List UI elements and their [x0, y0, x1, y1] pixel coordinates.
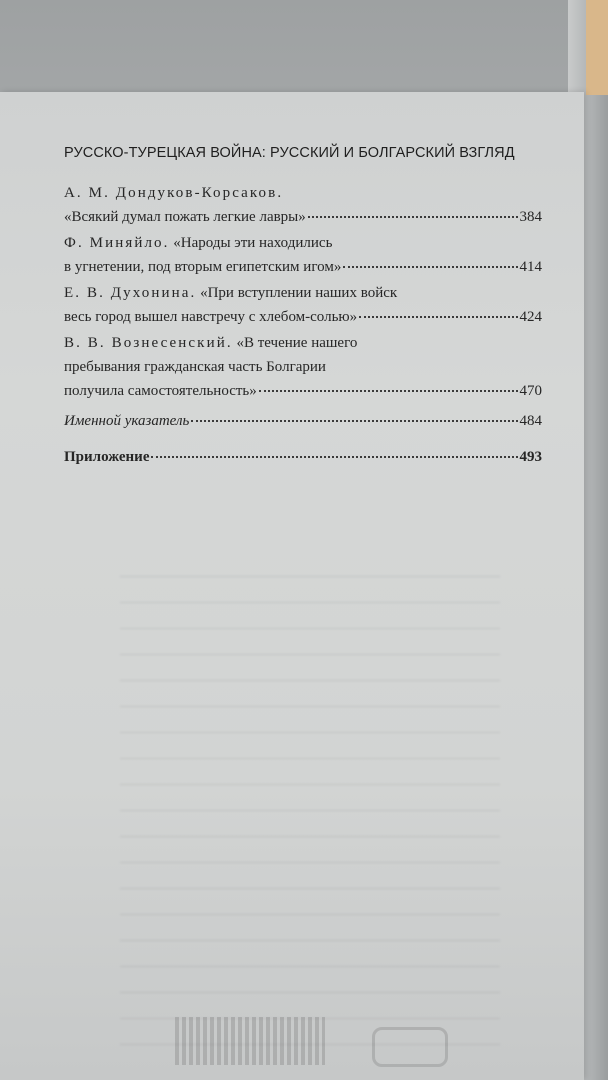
table-of-contents: [64, 145, 542, 471]
page-number: 484: [519, 413, 542, 429]
toc-entry: [64, 181, 542, 229]
entry-author: А. М. Дондуков-Корсаков.: [64, 185, 284, 201]
page-number: 493: [519, 449, 542, 465]
show-through-text: [120, 562, 500, 1062]
entry-title-start: «При вступлении наших войск: [200, 285, 398, 301]
section-title: РУССКО-ТУРЕЦКАЯ ВОЙНА: РУССКИЙ И БОЛГАРСКИЙ ВЗГЛЯД: [64, 145, 515, 161]
toc-appendix-entry: [64, 445, 542, 469]
entry-title: получила самостоятельность»: [64, 383, 257, 399]
dot-leader: [359, 316, 517, 318]
dot-leader: [259, 390, 518, 392]
toc-index-entry: [64, 409, 542, 433]
entry-title-start: «В течение нашего: [236, 335, 358, 351]
entry-author: Ф. Миняйло.: [64, 235, 170, 251]
appendix-label: Приложение: [64, 449, 150, 465]
page-number: 384: [519, 209, 542, 225]
page-number: 424: [519, 309, 542, 325]
show-through-age-badge: [372, 1027, 448, 1067]
entry-title-start: «Народы эти находились: [173, 235, 333, 251]
entry-title: «Всякий думал пожать легкие лавры»: [64, 209, 306, 225]
toc-entry: [64, 231, 542, 279]
entry-title: в угнетении, под вторым египетским игом»: [64, 259, 342, 275]
entry-title-middle: пребывания гражданская часть Болгарии: [64, 359, 326, 375]
page-number: 470: [519, 383, 542, 399]
dot-leader: [191, 420, 517, 422]
page-number: 414: [519, 259, 542, 275]
show-through-barcode: [175, 1017, 325, 1065]
bookmark-tab: [586, 0, 608, 95]
dot-leader: [308, 216, 518, 218]
entry-title: весь город вышел навстречу с хлебом-солью»: [64, 309, 358, 325]
toc-entry: [64, 281, 542, 329]
entry-author: Е. В. Духонина.: [64, 285, 197, 301]
toc-entry: [64, 331, 542, 403]
dot-leader: [151, 456, 517, 458]
dot-leader: [343, 266, 517, 268]
index-label: Именной указатель: [64, 413, 190, 429]
entry-author: В. В. Вознесенский.: [64, 335, 233, 351]
